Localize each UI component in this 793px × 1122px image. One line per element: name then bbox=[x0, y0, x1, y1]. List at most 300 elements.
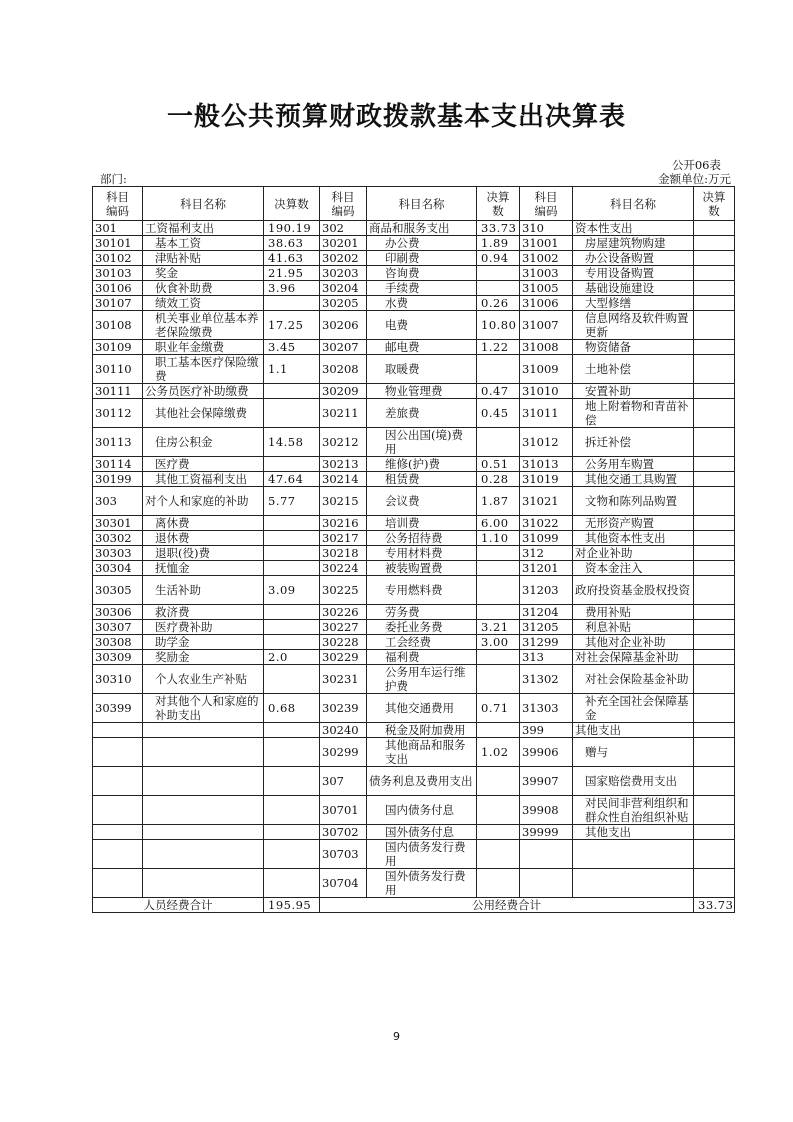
item-code bbox=[93, 869, 143, 898]
item-code: 30307 bbox=[93, 620, 143, 635]
item-amount bbox=[694, 620, 735, 635]
item-code: 31012 bbox=[520, 428, 573, 457]
item-name: 专用材料费 bbox=[367, 546, 477, 561]
item-code: 30207 bbox=[320, 340, 367, 355]
item-code: 39999 bbox=[520, 825, 573, 840]
item-name: 其他交通费用 bbox=[367, 694, 477, 723]
item-code: 30299 bbox=[320, 738, 367, 767]
item-name: 对民间非营利组织和群众性自治组织补贴 bbox=[573, 796, 694, 825]
item-name: 绩效工资 bbox=[143, 296, 264, 311]
item-amount bbox=[477, 428, 520, 457]
item-amount bbox=[694, 221, 735, 236]
item-amount bbox=[477, 767, 520, 796]
item-amount bbox=[694, 796, 735, 825]
item-name bbox=[143, 767, 264, 796]
item-amount: 6.00 bbox=[477, 516, 520, 531]
item-amount bbox=[694, 457, 735, 472]
item-code: 31002 bbox=[520, 251, 573, 266]
item-amount: 38.63 bbox=[264, 236, 320, 251]
item-name: 对社会保险基金补助 bbox=[573, 665, 694, 694]
item-amount: 0.94 bbox=[477, 251, 520, 266]
public-total-label: 公用经费合计 bbox=[320, 898, 694, 913]
item-code: 30306 bbox=[93, 605, 143, 620]
item-amount bbox=[264, 457, 320, 472]
item-amount: 190.19 bbox=[264, 221, 320, 236]
table-row bbox=[93, 576, 735, 605]
item-code: 30199 bbox=[93, 472, 143, 487]
item-name: 委托业务费 bbox=[367, 620, 477, 635]
item-code: 30703 bbox=[320, 840, 367, 869]
item-code: 30304 bbox=[93, 561, 143, 576]
item-code: 31005 bbox=[520, 281, 573, 296]
item-code: 31011 bbox=[520, 399, 573, 428]
item-name: 机关事业单位基本养老保险缴费 bbox=[143, 311, 264, 340]
item-amount bbox=[477, 869, 520, 898]
item-name: 办公设备购置 bbox=[573, 251, 694, 266]
item-code: 30225 bbox=[320, 576, 367, 605]
item-name: 利息补贴 bbox=[573, 620, 694, 635]
item-name: 退休费 bbox=[143, 531, 264, 546]
item-code: 30215 bbox=[320, 487, 367, 516]
item-name: 奖金 bbox=[143, 266, 264, 281]
table-row bbox=[93, 531, 735, 546]
item-name: 国家赔偿费用支出 bbox=[573, 767, 694, 796]
item-name: 电费 bbox=[367, 311, 477, 340]
item-name: 物业管理费 bbox=[367, 384, 477, 399]
item-name: 被装购置费 bbox=[367, 561, 477, 576]
item-amount: 0.45 bbox=[477, 399, 520, 428]
item-code bbox=[93, 767, 143, 796]
table-row bbox=[93, 472, 735, 487]
item-code: 31013 bbox=[520, 457, 573, 472]
item-amount bbox=[477, 266, 520, 281]
item-amount bbox=[694, 266, 735, 281]
item-amount bbox=[694, 384, 735, 399]
item-code: 31203 bbox=[520, 576, 573, 605]
item-code: 30218 bbox=[320, 546, 367, 561]
table-row bbox=[93, 665, 735, 694]
table-row bbox=[93, 869, 735, 898]
item-code: 31006 bbox=[520, 296, 573, 311]
item-code: 301 bbox=[93, 221, 143, 236]
item-amount bbox=[264, 635, 320, 650]
header-amount: 决算数 bbox=[264, 187, 320, 221]
item-amount: 41.63 bbox=[264, 251, 320, 266]
table-row bbox=[93, 796, 735, 825]
item-amount: 1.22 bbox=[477, 340, 520, 355]
item-name bbox=[143, 738, 264, 767]
item-amount: 0.68 bbox=[264, 694, 320, 723]
item-code: 30301 bbox=[93, 516, 143, 531]
item-code bbox=[93, 738, 143, 767]
item-amount bbox=[264, 296, 320, 311]
item-code: 31019 bbox=[520, 472, 573, 487]
item-code: 30201 bbox=[320, 236, 367, 251]
item-code: 31008 bbox=[520, 340, 573, 355]
item-amount bbox=[694, 296, 735, 311]
item-name: 国内债务付息 bbox=[367, 796, 477, 825]
item-amount: 3.96 bbox=[264, 281, 320, 296]
item-name: 助学金 bbox=[143, 635, 264, 650]
item-amount bbox=[694, 487, 735, 516]
item-name: 咨询费 bbox=[367, 266, 477, 281]
unit-label: 金额单位:万元 bbox=[658, 172, 731, 186]
item-name: 水费 bbox=[367, 296, 477, 311]
item-name: 离休费 bbox=[143, 516, 264, 531]
item-amount bbox=[477, 576, 520, 605]
item-name: 印刷费 bbox=[367, 251, 477, 266]
item-code: 30107 bbox=[93, 296, 143, 311]
item-name: 拆迁补偿 bbox=[573, 428, 694, 457]
item-name: 其他对企业补助 bbox=[573, 635, 694, 650]
item-amount bbox=[694, 723, 735, 738]
item-amount bbox=[477, 796, 520, 825]
item-amount bbox=[477, 650, 520, 665]
table-row bbox=[93, 221, 735, 236]
item-amount: 1.89 bbox=[477, 236, 520, 251]
item-name: 医疗费 bbox=[143, 457, 264, 472]
header-name: 科目名称 bbox=[143, 187, 264, 221]
item-code: 30214 bbox=[320, 472, 367, 487]
item-name: 其他工资福利支出 bbox=[143, 472, 264, 487]
item-amount: 1.02 bbox=[477, 738, 520, 767]
item-code: 30227 bbox=[320, 620, 367, 635]
item-code: 31001 bbox=[520, 236, 573, 251]
item-code: 30208 bbox=[320, 355, 367, 384]
header-name: 科目名称 bbox=[367, 187, 477, 221]
table-row bbox=[93, 723, 735, 738]
item-name: 办公费 bbox=[367, 236, 477, 251]
table-row bbox=[93, 620, 735, 635]
item-name: 基本工资 bbox=[143, 236, 264, 251]
item-amount bbox=[694, 236, 735, 251]
item-amount bbox=[694, 840, 735, 869]
item-amount: 1.1 bbox=[264, 355, 320, 384]
item-code: 307 bbox=[320, 767, 367, 796]
table-row bbox=[93, 399, 735, 428]
item-amount bbox=[694, 605, 735, 620]
item-amount: 0.47 bbox=[477, 384, 520, 399]
item-code: 30103 bbox=[93, 266, 143, 281]
item-code: 399 bbox=[520, 723, 573, 738]
header-name: 科目名称 bbox=[573, 187, 694, 221]
table-row bbox=[93, 840, 735, 869]
item-code: 30226 bbox=[320, 605, 367, 620]
item-amount bbox=[694, 767, 735, 796]
item-amount bbox=[477, 825, 520, 840]
item-name: 劳务费 bbox=[367, 605, 477, 620]
item-name: 资本性支出 bbox=[573, 221, 694, 236]
item-name: 赠与 bbox=[573, 738, 694, 767]
item-name: 地上附着物和青苗补偿 bbox=[573, 399, 694, 428]
item-code: 30239 bbox=[320, 694, 367, 723]
item-name: 生活补助 bbox=[143, 576, 264, 605]
table-row bbox=[93, 487, 735, 516]
item-name: 政府投资基金股权投资 bbox=[573, 576, 694, 605]
item-name: 福利费 bbox=[367, 650, 477, 665]
item-amount bbox=[694, 738, 735, 767]
item-name: 差旅费 bbox=[367, 399, 477, 428]
item-name: 个人农业生产补贴 bbox=[143, 665, 264, 694]
personnel-total-value: 195.95 bbox=[264, 898, 320, 913]
item-amount bbox=[477, 355, 520, 384]
item-name: 土地补偿 bbox=[573, 355, 694, 384]
item-amount bbox=[264, 825, 320, 840]
table-row bbox=[93, 605, 735, 620]
item-amount bbox=[264, 840, 320, 869]
item-amount bbox=[264, 399, 320, 428]
item-code: 30113 bbox=[93, 428, 143, 457]
item-name: 专用设备购置 bbox=[573, 266, 694, 281]
item-name: 对个人和家庭的补助 bbox=[143, 487, 264, 516]
item-code: 30217 bbox=[320, 531, 367, 546]
item-code: 31302 bbox=[520, 665, 573, 694]
item-name: 对其他个人和家庭的补助支出 bbox=[143, 694, 264, 723]
item-name: 伙食补助费 bbox=[143, 281, 264, 296]
table-row bbox=[93, 311, 735, 340]
item-name: 工会经费 bbox=[367, 635, 477, 650]
header-code: 科目 编码 bbox=[320, 187, 367, 221]
item-amount: 3.21 bbox=[477, 620, 520, 635]
item-name: 国外债务付息 bbox=[367, 825, 477, 840]
item-amount: 33.73 bbox=[477, 221, 520, 236]
item-code: 31009 bbox=[520, 355, 573, 384]
item-amount bbox=[694, 311, 735, 340]
personnel-total-label: 人员经费合计 bbox=[93, 898, 264, 913]
item-amount bbox=[477, 281, 520, 296]
header-code: 科目 编码 bbox=[520, 187, 573, 221]
table-row bbox=[93, 340, 735, 355]
table-row bbox=[93, 650, 735, 665]
item-name: 抚恤金 bbox=[143, 561, 264, 576]
table-row bbox=[93, 825, 735, 840]
item-amount bbox=[264, 767, 320, 796]
item-amount bbox=[694, 665, 735, 694]
table-row bbox=[93, 561, 735, 576]
item-name: 资本金注入 bbox=[573, 561, 694, 576]
item-name: 物资储备 bbox=[573, 340, 694, 355]
item-code: 30240 bbox=[320, 723, 367, 738]
item-code: 303 bbox=[93, 487, 143, 516]
item-code: 30204 bbox=[320, 281, 367, 296]
item-name: 其他支出 bbox=[573, 723, 694, 738]
item-name: 救济费 bbox=[143, 605, 264, 620]
totals-row bbox=[93, 898, 735, 913]
item-amount bbox=[694, 340, 735, 355]
item-code: 30229 bbox=[320, 650, 367, 665]
item-name: 其他支出 bbox=[573, 825, 694, 840]
item-name: 基础设施建设 bbox=[573, 281, 694, 296]
item-code: 30102 bbox=[93, 251, 143, 266]
table-row bbox=[93, 694, 735, 723]
item-amount: 1.87 bbox=[477, 487, 520, 516]
item-name: 会议费 bbox=[367, 487, 477, 516]
table-row bbox=[93, 251, 735, 266]
item-amount bbox=[694, 251, 735, 266]
item-code: 30209 bbox=[320, 384, 367, 399]
item-code: 302 bbox=[320, 221, 367, 236]
header-code: 科目 编码 bbox=[93, 187, 143, 221]
item-amount bbox=[694, 576, 735, 605]
item-amount: 0.26 bbox=[477, 296, 520, 311]
item-amount bbox=[694, 635, 735, 650]
item-name bbox=[143, 840, 264, 869]
item-name: 其他交通工具购置 bbox=[573, 472, 694, 487]
item-amount bbox=[264, 723, 320, 738]
item-code: 30224 bbox=[320, 561, 367, 576]
item-amount bbox=[694, 472, 735, 487]
table-row bbox=[93, 355, 735, 384]
item-name: 公务用车运行维护费 bbox=[367, 665, 477, 694]
item-code: 312 bbox=[520, 546, 573, 561]
item-code: 31299 bbox=[520, 635, 573, 650]
item-code: 39907 bbox=[520, 767, 573, 796]
item-amount bbox=[477, 840, 520, 869]
item-code bbox=[520, 869, 573, 898]
item-name: 职业年金缴费 bbox=[143, 340, 264, 355]
item-code: 30111 bbox=[93, 384, 143, 399]
item-code: 30203 bbox=[320, 266, 367, 281]
item-name: 退职(役)费 bbox=[143, 546, 264, 561]
item-name: 安置补助 bbox=[573, 384, 694, 399]
item-code: 313 bbox=[520, 650, 573, 665]
item-code: 30206 bbox=[320, 311, 367, 340]
item-code: 31201 bbox=[520, 561, 573, 576]
table-row bbox=[93, 296, 735, 311]
item-name: 补充全国社会保障基金 bbox=[573, 694, 694, 723]
item-amount: 3.00 bbox=[477, 635, 520, 650]
department-label: 部门: bbox=[100, 172, 127, 186]
item-amount bbox=[694, 428, 735, 457]
item-amount bbox=[264, 665, 320, 694]
item-name: 职工基本医疗保险缴费 bbox=[143, 355, 264, 384]
item-code: 30112 bbox=[93, 399, 143, 428]
item-name: 维修(护)费 bbox=[367, 457, 477, 472]
item-amount bbox=[694, 531, 735, 546]
item-code: 30305 bbox=[93, 576, 143, 605]
item-amount bbox=[694, 694, 735, 723]
table-row bbox=[93, 767, 735, 796]
item-code: 30212 bbox=[320, 428, 367, 457]
item-name bbox=[143, 723, 264, 738]
item-amount bbox=[264, 796, 320, 825]
item-code: 30213 bbox=[320, 457, 367, 472]
item-name: 培训费 bbox=[367, 516, 477, 531]
item-amount bbox=[264, 561, 320, 576]
item-amount bbox=[694, 281, 735, 296]
item-name: 其他社会保障缴费 bbox=[143, 399, 264, 428]
item-code: 30308 bbox=[93, 635, 143, 650]
item-amount bbox=[694, 516, 735, 531]
item-amount bbox=[264, 869, 320, 898]
item-code: 30399 bbox=[93, 694, 143, 723]
item-amount: 21.95 bbox=[264, 266, 320, 281]
item-code bbox=[93, 796, 143, 825]
item-amount bbox=[264, 531, 320, 546]
item-name bbox=[143, 796, 264, 825]
table-header-row bbox=[93, 187, 735, 221]
item-code: 30303 bbox=[93, 546, 143, 561]
item-amount: 3.09 bbox=[264, 576, 320, 605]
item-code: 31303 bbox=[520, 694, 573, 723]
item-name: 费用补贴 bbox=[573, 605, 694, 620]
item-code: 31204 bbox=[520, 605, 573, 620]
item-amount bbox=[694, 650, 735, 665]
item-code: 30231 bbox=[320, 665, 367, 694]
item-name bbox=[573, 869, 694, 898]
item-name bbox=[573, 840, 694, 869]
item-name: 无形资产购置 bbox=[573, 516, 694, 531]
table-row bbox=[93, 281, 735, 296]
item-amount bbox=[694, 546, 735, 561]
item-amount bbox=[477, 561, 520, 576]
table-row bbox=[93, 428, 735, 457]
page-number: 9 bbox=[393, 1030, 400, 1043]
item-name: 商品和服务支出 bbox=[367, 221, 477, 236]
item-code: 31021 bbox=[520, 487, 573, 516]
item-name: 文物和陈列品购置 bbox=[573, 487, 694, 516]
item-code: 30108 bbox=[93, 311, 143, 340]
item-amount bbox=[694, 825, 735, 840]
item-name: 邮电费 bbox=[367, 340, 477, 355]
item-amount bbox=[264, 546, 320, 561]
table-row bbox=[93, 266, 735, 281]
item-code: 30302 bbox=[93, 531, 143, 546]
table-row bbox=[93, 738, 735, 767]
item-name: 对企业补助 bbox=[573, 546, 694, 561]
item-name: 公务用车购置 bbox=[573, 457, 694, 472]
item-name: 手续费 bbox=[367, 281, 477, 296]
item-amount bbox=[477, 546, 520, 561]
item-amount: 47.64 bbox=[264, 472, 320, 487]
item-amount bbox=[264, 620, 320, 635]
item-code: 31099 bbox=[520, 531, 573, 546]
item-amount bbox=[694, 355, 735, 384]
item-code bbox=[93, 840, 143, 869]
item-name: 国内债务发行费用 bbox=[367, 840, 477, 869]
item-code: 30114 bbox=[93, 457, 143, 472]
item-amount bbox=[264, 384, 320, 399]
item-amount bbox=[694, 561, 735, 576]
item-amount: 0.51 bbox=[477, 457, 520, 472]
item-code bbox=[93, 825, 143, 840]
item-code: 31007 bbox=[520, 311, 573, 340]
table-row bbox=[93, 236, 735, 251]
item-code bbox=[93, 723, 143, 738]
table-row bbox=[93, 635, 735, 650]
item-name: 取暖费 bbox=[367, 355, 477, 384]
item-amount: 0.28 bbox=[477, 472, 520, 487]
item-name bbox=[143, 825, 264, 840]
item-name: 专用燃料费 bbox=[367, 576, 477, 605]
item-amount bbox=[477, 665, 520, 694]
item-amount: 2.0 bbox=[264, 650, 320, 665]
header-amount: 决算 数 bbox=[694, 187, 735, 221]
item-name: 津贴补贴 bbox=[143, 251, 264, 266]
table-row bbox=[93, 457, 735, 472]
item-code: 30101 bbox=[93, 236, 143, 251]
item-name: 公务招待费 bbox=[367, 531, 477, 546]
item-code: 39906 bbox=[520, 738, 573, 767]
item-code: 30211 bbox=[320, 399, 367, 428]
item-code: 31205 bbox=[520, 620, 573, 635]
item-amount bbox=[264, 605, 320, 620]
page-title: 一般公共预算财政拨款基本支出决算表 bbox=[166, 102, 626, 132]
item-name: 债务利息及费用支出 bbox=[367, 767, 477, 796]
item-code: 39908 bbox=[520, 796, 573, 825]
table-row bbox=[93, 546, 735, 561]
item-name bbox=[143, 869, 264, 898]
